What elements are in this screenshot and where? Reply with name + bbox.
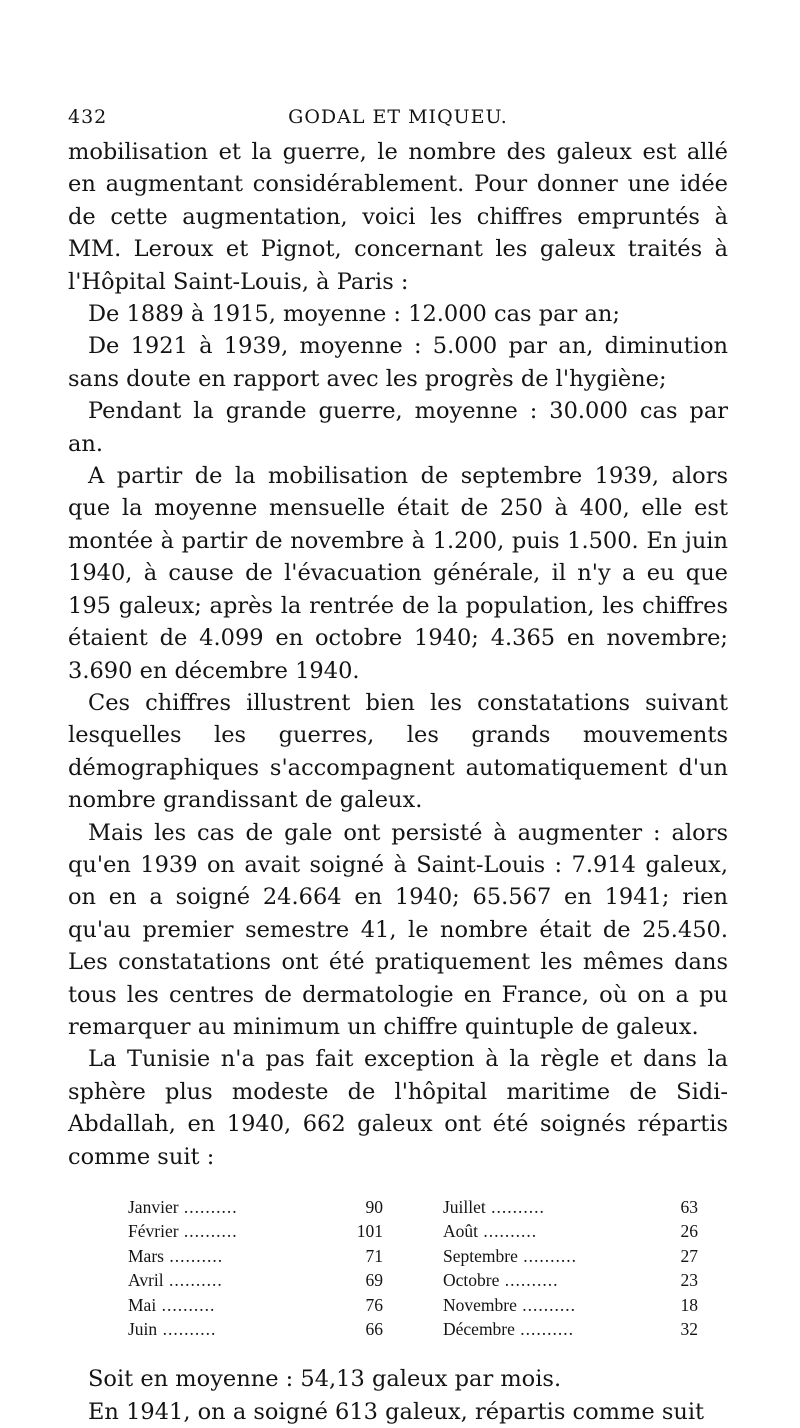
- month-name: Avril .....: [128, 1268, 223, 1292]
- month-name: Mars .....: [128, 1244, 223, 1268]
- month-name: Février .....: [128, 1219, 238, 1243]
- month-count: 69: [365, 1270, 383, 1291]
- body-text: [68, 136, 728, 1173]
- running-header: [68, 100, 728, 136]
- month-count: 101: [356, 1221, 383, 1242]
- month-name: Juillet .....: [443, 1195, 545, 1219]
- paragraph: Pendant la grande guerre, moyenne : 30.000 cas par an.: [68, 398, 728, 457]
- running-title: GODAL ET MIQUEU.: [288, 106, 508, 128]
- month-count: 76: [365, 1294, 383, 1315]
- paragraph: De 1921 à 1939, moyenne : 5.000 par an, diminution sans doute en rapport avec les progrès de l'hygiène;: [68, 333, 728, 392]
- page-number: 432: [68, 106, 108, 128]
- month-row: [443, 1195, 698, 1219]
- month-row: [128, 1244, 383, 1268]
- paragraph: Soit en moyenne : 54,13 galeux par mois.: [88, 1366, 562, 1393]
- month-count: 90: [365, 1197, 383, 1217]
- month-row: [128, 1268, 383, 1292]
- month-name: Janvier .....: [128, 1195, 238, 1219]
- month-name: Septembre .....: [443, 1244, 577, 1268]
- month-count: 32: [680, 1319, 698, 1340]
- months-column-left: [128, 1195, 383, 1341]
- document-page: [68, 100, 728, 1428]
- month-row: [128, 1219, 383, 1243]
- paragraph: A partir de la mobilisation de septembre 1939, alors que la moyenne mensuelle était de 250 à 400, elle est montée à partir de novembre à 1.200, puis 1.500. En juin 1940, à cause de l'évacuation générale, il n'y a eu que 195 galeux; après la rentrée de la population, les chiffres étaient de 4.099 en octobre 1940; 4.365 en novembre; 3.690 en décembre 1940.: [68, 463, 728, 684]
- paragraph: Ces chiffres illustrent bien les constatations suivant lesquelles les guerres, les grands mouvements démographiques s'accompagnent automatiquement d'un nombre grandissant de galeux.: [68, 689, 728, 814]
- month-name: Octobre .....: [443, 1268, 559, 1292]
- paragraph: mobilisation et la guerre, le nombre des galeux est allé en augmentant considérablement. Pour donner une idée de cette augmentation, voici les chiffres empruntés à MM. Leroux et Pignot, concernant les galeux traités à l'Hôpital Saint-Louis, à Paris :: [68, 139, 728, 295]
- month-name: Août .....: [443, 1219, 537, 1243]
- month-count: 27: [680, 1245, 698, 1266]
- month-row: [443, 1244, 698, 1268]
- month-row: [443, 1293, 698, 1317]
- month-count: 71: [365, 1245, 383, 1266]
- month-count: 23: [680, 1270, 698, 1291]
- paragraph: Mais les cas de gale ont persisté à augmenter : alors qu'en 1939 on avait soigné à Saint-Louis : 7.914 galeux, on en a soigné 24.664 en 1940; 65.567 en 1941; rien qu'au premier semestre 41, le nombre était de 25.450. Les constatations ont été pratiquement les mêmes dans tous les centres de dermatologie en France, où on a pu remarquer au minimum un chiffre quintuple de galeux.: [68, 819, 728, 1040]
- month-row: [128, 1195, 383, 1219]
- month-count: 66: [365, 1319, 383, 1340]
- months-column-right: [443, 1195, 698, 1341]
- month-count: 63: [680, 1197, 698, 1217]
- paragraph: De 1889 à 1915, moyenne : 12.000 cas par an;: [88, 301, 620, 328]
- body-text-after-table: [68, 1363, 728, 1428]
- paragraph: En 1941, on a soigné 613 galeux, répartis comme suit: [88, 1398, 705, 1425]
- monthly-cases-table: [128, 1195, 698, 1341]
- paragraph: La Tunisie n'a pas fait exception à la règle et dans la sphère plus modeste de l'hôpital maritime de Sidi-Abdallah, en 1940, 662 galeux ont été soignés répartis comme suit :: [68, 1046, 728, 1170]
- month-name: Juin .....: [128, 1317, 216, 1341]
- month-count: 26: [680, 1221, 698, 1242]
- month-row: [128, 1293, 383, 1317]
- month-row: [128, 1317, 383, 1341]
- month-count: 18: [680, 1294, 698, 1315]
- month-row: [443, 1219, 698, 1243]
- month-name: Décembre .....: [443, 1317, 574, 1341]
- month-name: Mai .....: [128, 1293, 215, 1317]
- month-row: [443, 1268, 698, 1292]
- month-name: Novembre .....: [443, 1293, 576, 1317]
- month-row: [443, 1317, 698, 1341]
